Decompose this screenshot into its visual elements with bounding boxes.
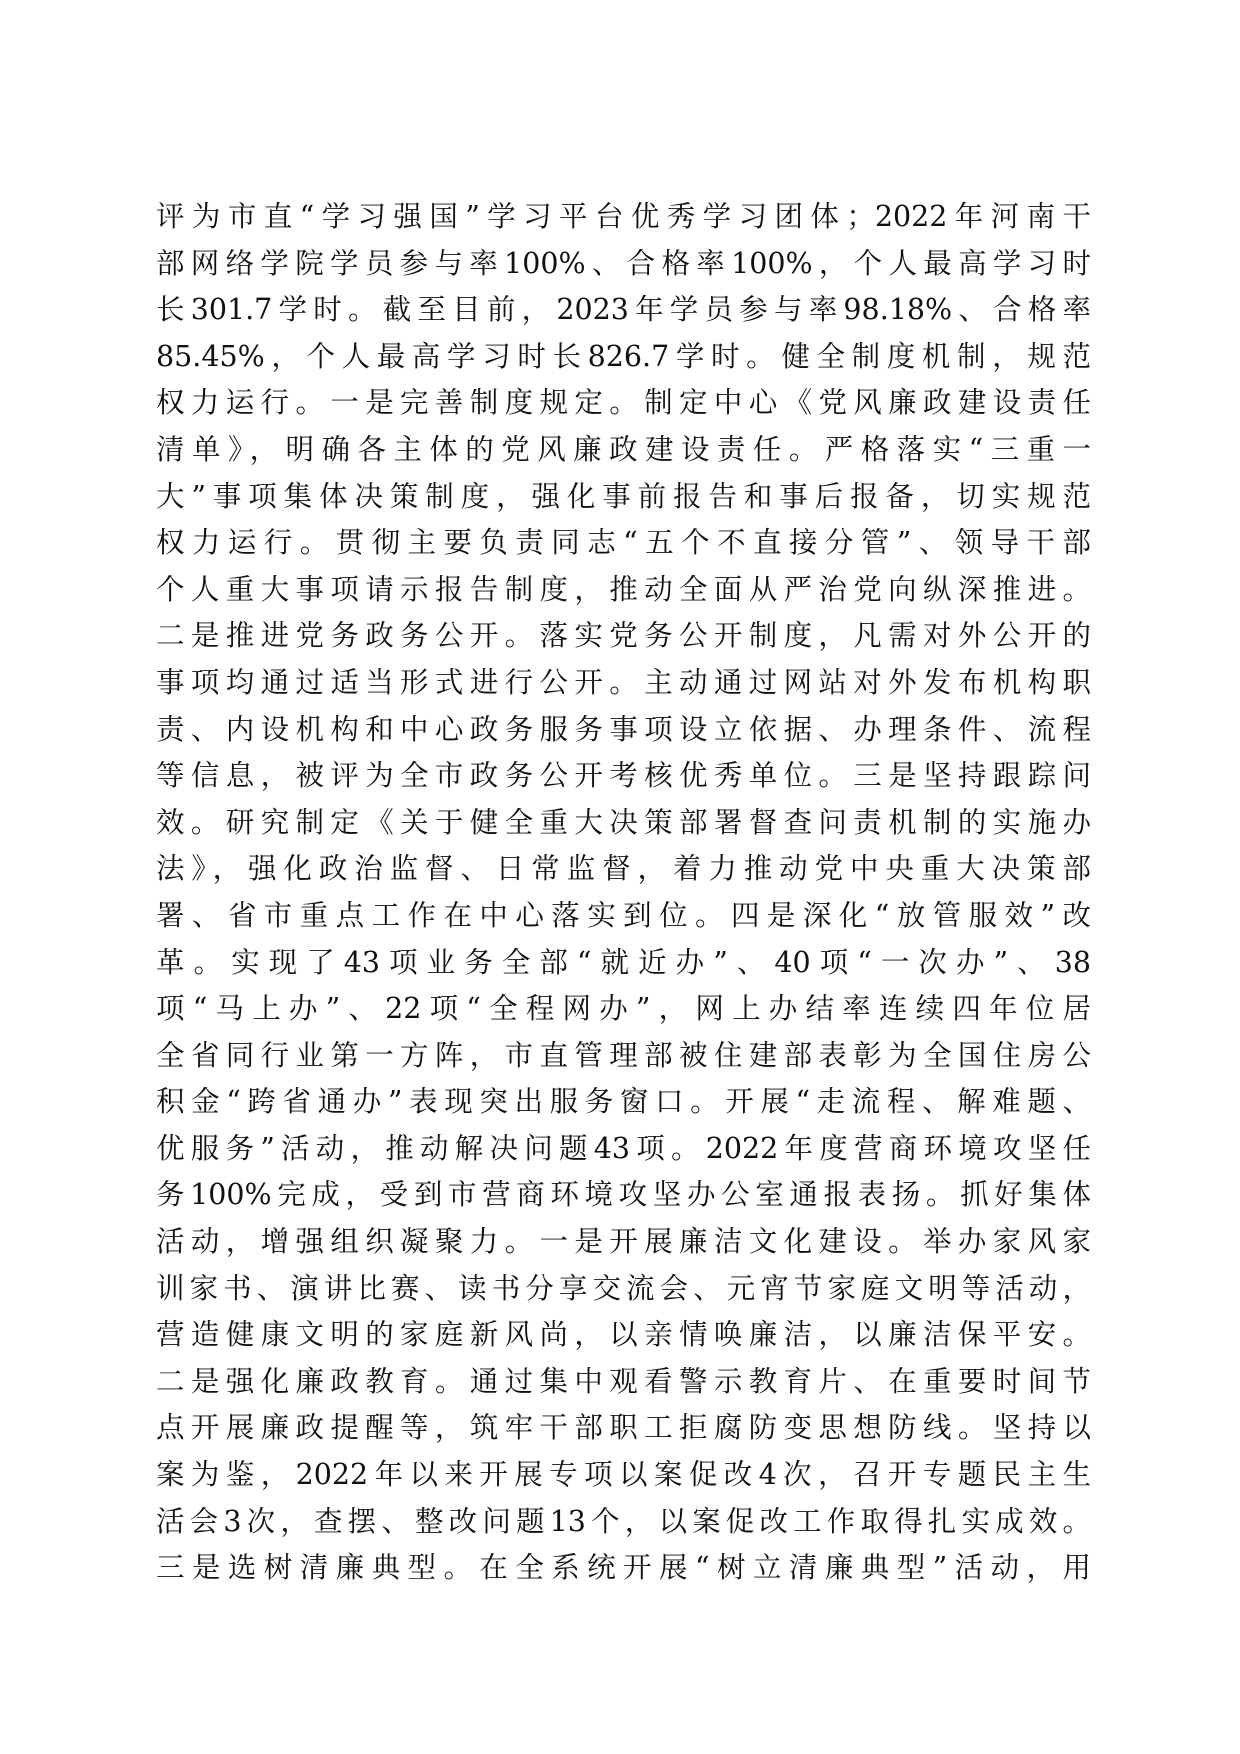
text-line: 部网络学院学员参与率100%、合格率100%，个人最高学习时 (156, 246, 1091, 280)
text-line: 等信息，被评为全市政务公开考核优秀单位。三是坚持跟踪问 (156, 759, 1091, 793)
text-line: 三是选树清廉典型。在全系统开展“树立清廉典型”活动，用 (156, 1551, 1091, 1585)
text-line: 活动，增强组织凝聚力。一是开展廉洁文化建设。举办家风家 (156, 1225, 1091, 1259)
text-line: 二是强化廉政教育。通过集中观看警示教育片、在重要时间节 (156, 1364, 1091, 1398)
text-line: 优服务”活动，推动解决问题43项。2022年度营商环境攻坚任 (156, 1131, 1091, 1165)
text-line: 个人重大事项请示报告制度，推动全面从严治党向纵深推进。 (156, 572, 1091, 606)
text-line: 大”事项集体决策制度，强化事前报告和事后报备，切实规范 (156, 479, 1091, 513)
text-line: 署、省市重点工作在中心落实到位。四是深化“放管服效”改 (156, 898, 1091, 932)
text-line: 活会3次，查摆、整改问题13个，以案促改工作取得扎实成效。 (156, 1504, 1091, 1538)
text-line: 效。研究制定《关于健全重大决策部署督查问责机制的实施办 (156, 805, 1091, 839)
text-line: 二是推进党务政务公开。落实党务公开制度，凡需对外公开的 (156, 619, 1091, 653)
text-line: 革。实现了43项业务全部“就近办”、40项“一次办”、38 (156, 945, 1091, 979)
text-line: 事项均通过适当形式进行公开。主动通过网站对外发布机构职 (156, 665, 1091, 699)
text-line: 积金“跨省通办”表现突出服务窗口。开展“走流程、解难题、 (156, 1085, 1091, 1119)
text-line: 85.45%，个人最高学习时长826.7学时。健全制度机制，规范 (156, 339, 1091, 373)
text-line: 项“马上办”、22项“全程网办”，网上办结率连续四年位居 (156, 992, 1091, 1026)
text-line: 权力运行。贯彻主要负责同志“五个不直接分管”、领导干部 (156, 526, 1091, 560)
text-line: 点开展廉政提醒等，筑牢干部职工拒腐防变思想防线。坚持以 (156, 1411, 1091, 1445)
text-line: 训家书、演讲比赛、读书分享交流会、元宵节家庭文明等活动， (156, 1271, 1091, 1305)
text-line: 案为鉴，2022年以来开展专项以案促改4次，召开专题民主生 (156, 1458, 1091, 1492)
text-line: 清单》，明确各主体的党风廉政建设责任。严格落实“三重一 (156, 432, 1091, 466)
text-line: 务100%完成，受到市营商环境攻坚办公室通报表扬。抓好集体 (156, 1178, 1091, 1212)
text-line: 责、内设机构和中心政务服务事项设立依据、办理条件、流程 (156, 712, 1091, 746)
text-line: 全省同行业第一方阵，市直管理部被住建部表彰为全国住房公 (156, 1038, 1091, 1072)
text-line: 权力运行。一是完善制度规定。制定中心《党风廉政建设责任 (156, 386, 1091, 420)
body-paragraph (156, 194, 1091, 1592)
text-line: 营造健康文明的家庭新风尚，以亲情唤廉洁，以廉洁保平安。 (156, 1318, 1091, 1352)
text-line: 评为市直“学习强国”学习平台优秀学习团体；2022年河南干 (156, 200, 1091, 233)
text-line: 长301.7学时。截至目前，2023年学员参与率98.18%、合格率 (156, 293, 1091, 327)
text-line: 法》，强化政治监督、日常监督，着力推动党中央重大决策部 (156, 852, 1091, 886)
